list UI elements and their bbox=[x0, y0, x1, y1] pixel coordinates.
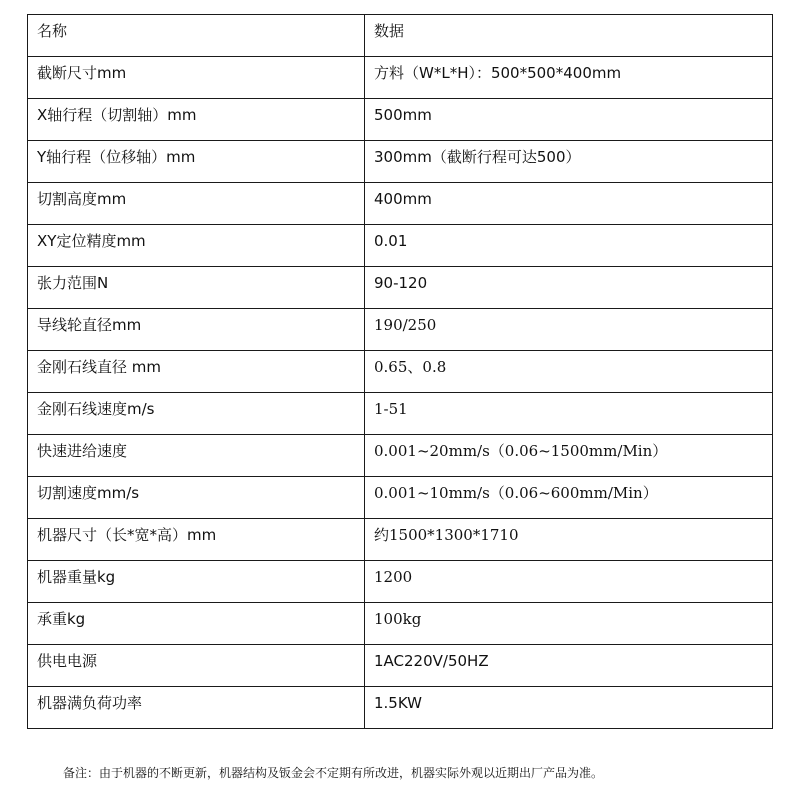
row-name-cell: XY定位精度mm bbox=[28, 225, 365, 267]
row-value-cell: 1200 bbox=[365, 561, 773, 603]
table-row bbox=[28, 141, 773, 183]
row-value-cell: 0.001~10mm/s（0.06~600mm/Min） bbox=[365, 477, 773, 519]
row-value-cell: 90-120 bbox=[365, 267, 773, 309]
row-value-cell: 100kg bbox=[365, 603, 773, 645]
table-row bbox=[28, 267, 773, 309]
table-row bbox=[28, 351, 773, 393]
row-name-cell: 承重kg bbox=[28, 603, 365, 645]
row-value-cell: 0.65、0.8 bbox=[365, 351, 773, 393]
table-row bbox=[28, 309, 773, 351]
table-row bbox=[28, 183, 773, 225]
table-header-row bbox=[28, 15, 773, 57]
row-name-cell: Y轴行程（位移轴）mm bbox=[28, 141, 365, 183]
footnote: 备注：由于机器的不断更新，机器结构及钣金会不定期有所改进，机器实际外观以近期出厂产品为准。 bbox=[63, 766, 604, 780]
row-value-cell: 1-51 bbox=[365, 393, 773, 435]
row-value-cell: 方料（W*L*H）：500*500*400mm bbox=[365, 57, 773, 99]
row-name-cell: 金刚石线速度m/s bbox=[28, 393, 365, 435]
table-row bbox=[28, 393, 773, 435]
table-row bbox=[28, 99, 773, 141]
header-name-cell: 名称 bbox=[28, 15, 365, 57]
row-value-cell: 约1500*1300*1710 bbox=[365, 519, 773, 561]
table-row bbox=[28, 519, 773, 561]
spec-table bbox=[27, 14, 773, 729]
row-name-cell: 机器满负荷功率 bbox=[28, 687, 365, 729]
row-value-cell: 190/250 bbox=[365, 309, 773, 351]
row-name-cell: 导线轮直径mm bbox=[28, 309, 365, 351]
table-row bbox=[28, 477, 773, 519]
row-name-cell: 供电电源 bbox=[28, 645, 365, 687]
row-value-cell: 1AC220V/50HZ bbox=[365, 645, 773, 687]
row-value-cell: 300mm（截断行程可达500） bbox=[365, 141, 773, 183]
table-row bbox=[28, 687, 773, 729]
row-name-cell: 机器重量kg bbox=[28, 561, 365, 603]
row-value-cell: 1.5KW bbox=[365, 687, 773, 729]
header-value-cell: 数据 bbox=[365, 15, 773, 57]
row-name-cell: 金刚石线直径 mm bbox=[28, 351, 365, 393]
row-name-cell: 张力范围N bbox=[28, 267, 365, 309]
table-row bbox=[28, 645, 773, 687]
row-name-cell: 快速进给速度 bbox=[28, 435, 365, 477]
row-name-cell: 机器尺寸（长*宽*高）mm bbox=[28, 519, 365, 561]
table-row bbox=[28, 561, 773, 603]
row-name-cell: 切割高度mm bbox=[28, 183, 365, 225]
table-row bbox=[28, 57, 773, 99]
table-row bbox=[28, 225, 773, 267]
row-value-cell: 400mm bbox=[365, 183, 773, 225]
row-value-cell: 0.01 bbox=[365, 225, 773, 267]
row-value-cell: 500mm bbox=[365, 99, 773, 141]
table-row bbox=[28, 435, 773, 477]
row-name-cell: 切割速度mm/s bbox=[28, 477, 365, 519]
row-name-cell: 截断尺寸mm bbox=[28, 57, 365, 99]
table-row bbox=[28, 603, 773, 645]
row-name-cell: X轴行程（切割轴）mm bbox=[28, 99, 365, 141]
row-value-cell: 0.001~20mm/s（0.06~1500mm/Min） bbox=[365, 435, 773, 477]
